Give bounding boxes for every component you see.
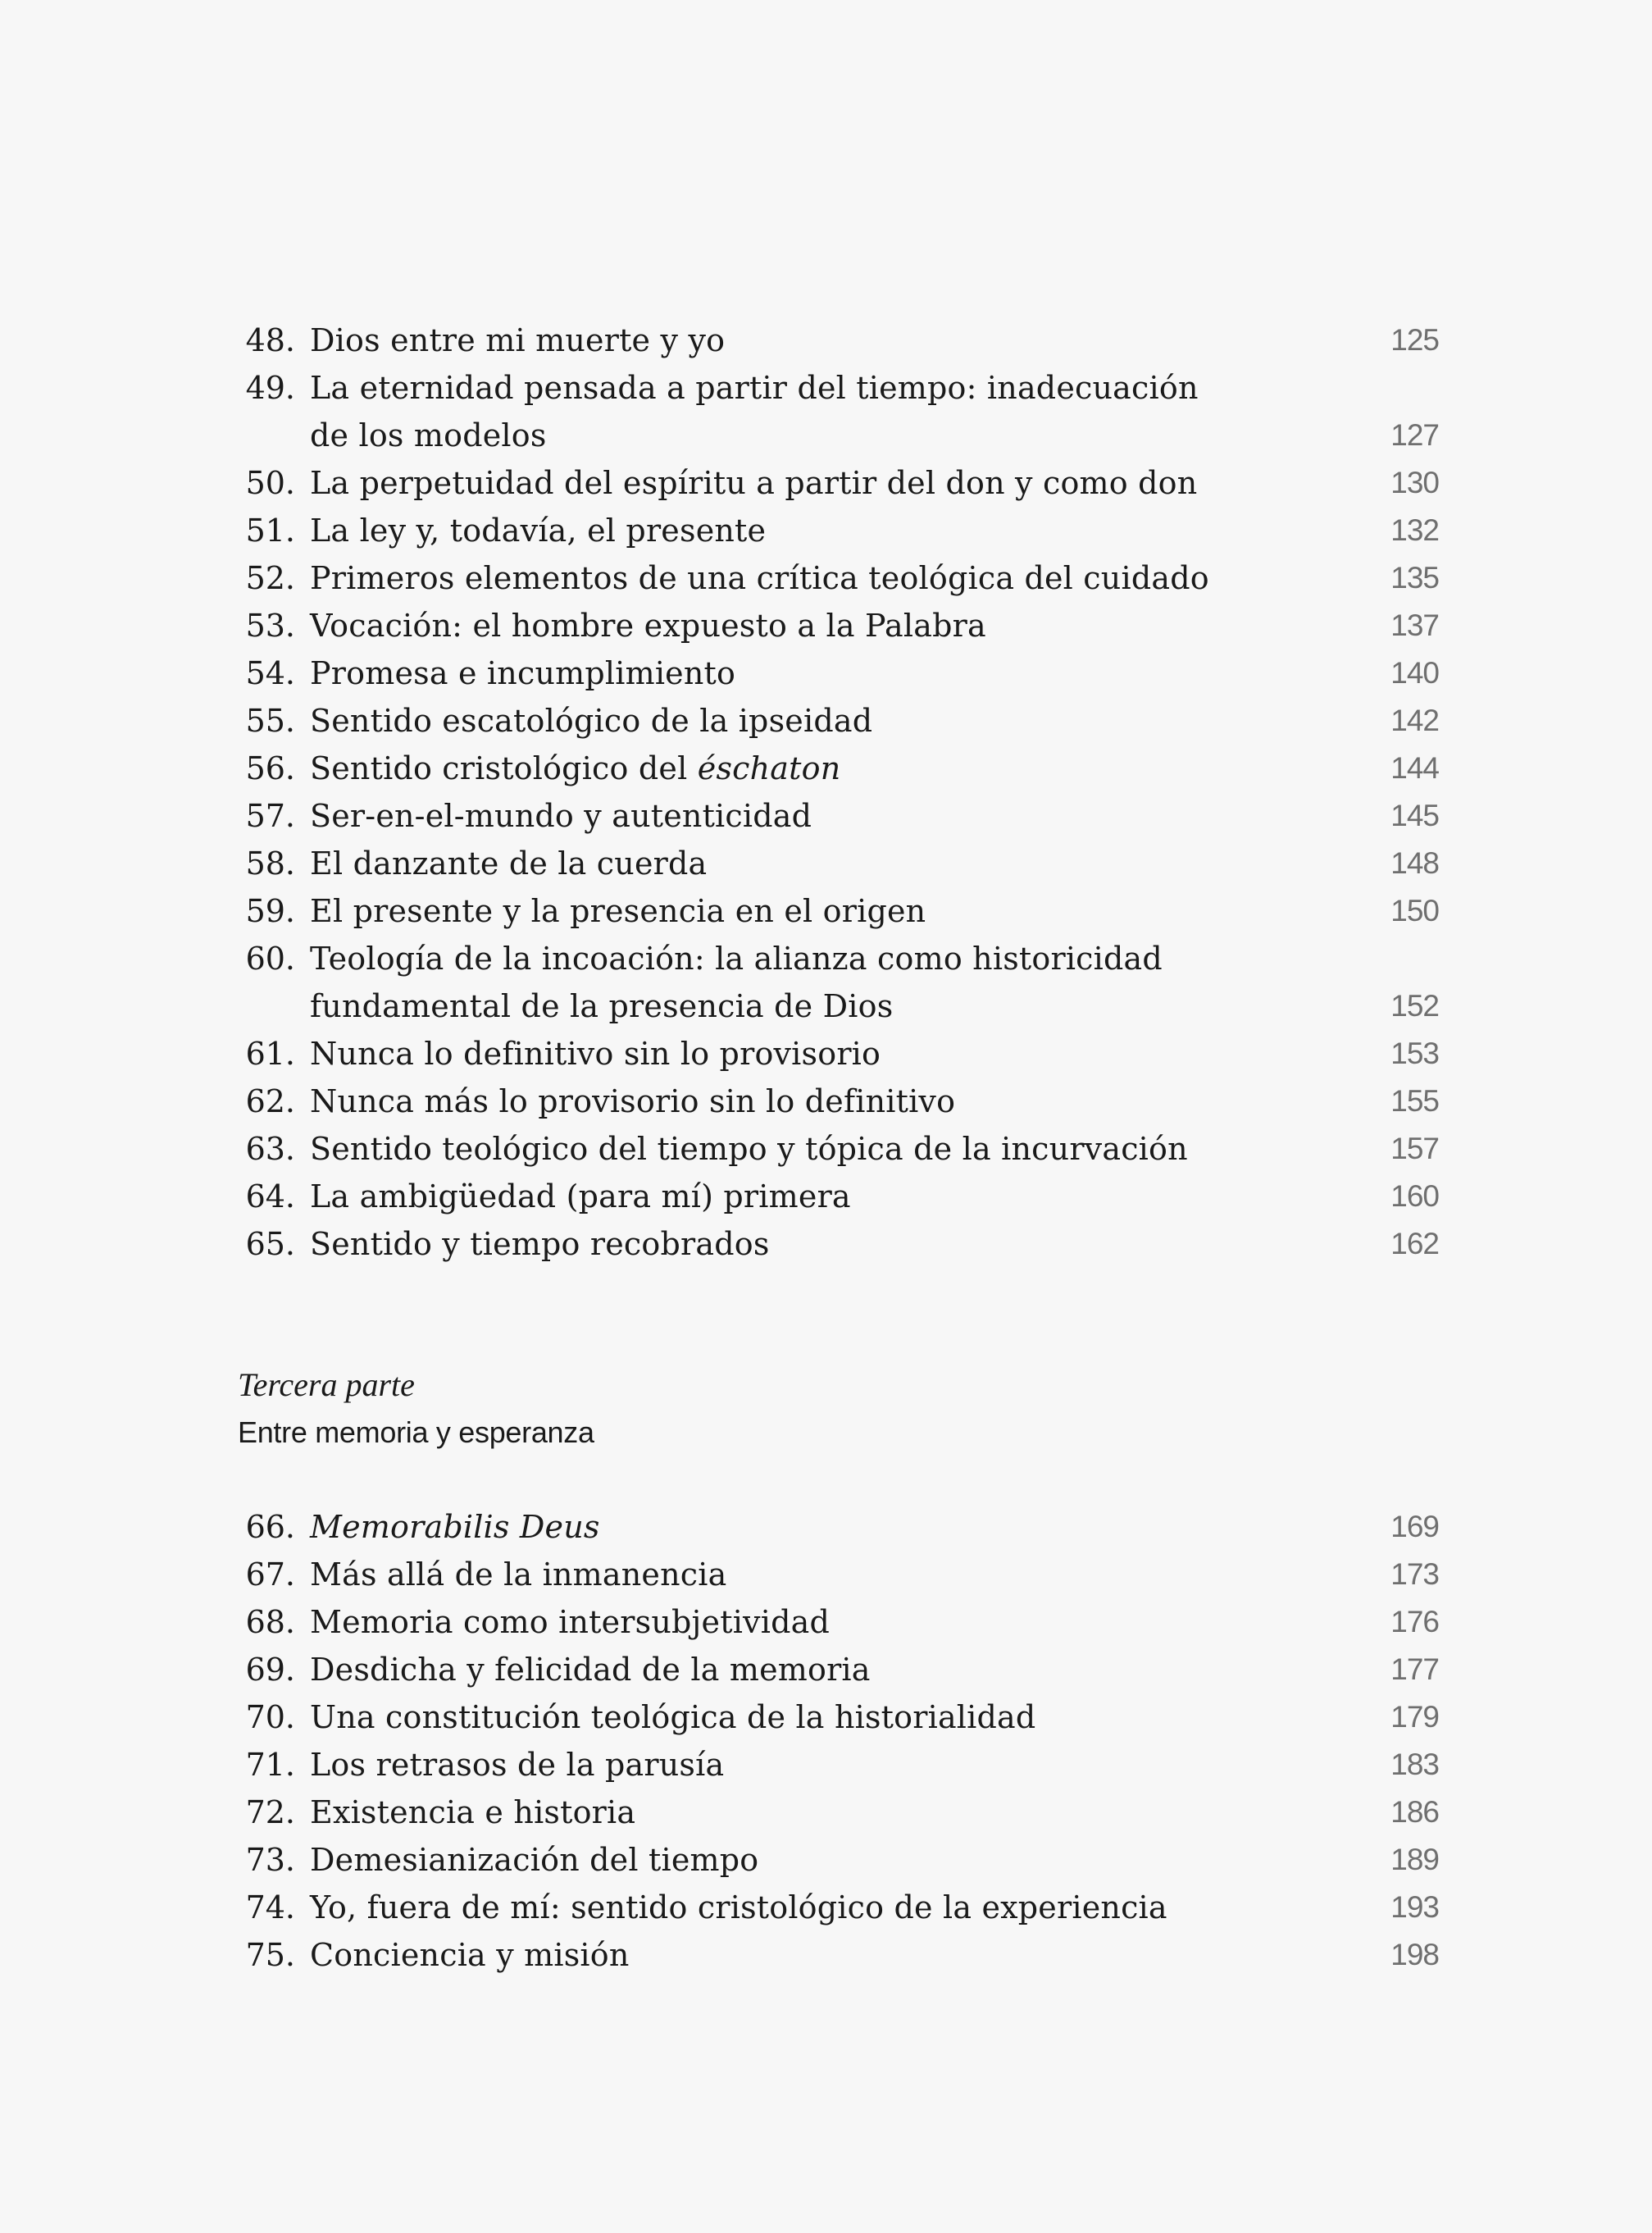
entry-title: Más allá de la inmanencia xyxy=(310,1556,727,1593)
toc-entry-line xyxy=(238,554,1439,602)
toc-entry-line xyxy=(238,364,1439,412)
toc-entry-line xyxy=(238,1125,1439,1173)
entry-page-number: 169 xyxy=(1390,1510,1439,1543)
toc-entry-line xyxy=(238,602,1439,649)
entry-title: Sentido teológico del tiempo y tópica de la incurvación xyxy=(310,1131,1188,1167)
entry-page-number: 132 xyxy=(1390,513,1439,547)
entry-page-number: 140 xyxy=(1390,656,1439,690)
entry-page-number: 186 xyxy=(1390,1795,1439,1829)
toc-entry-line xyxy=(238,1693,1439,1741)
entry-number: 58. xyxy=(245,845,295,882)
entry-page-number: 135 xyxy=(1390,561,1439,595)
entry-title: Dios entre mi muerte y yo xyxy=(310,322,726,358)
toc-entry-line xyxy=(238,507,1439,554)
entry-page-number: 173 xyxy=(1390,1557,1439,1591)
entry-number: 64. xyxy=(245,1178,295,1214)
entry-title: Teología de la incoación: la alianza como historicidad xyxy=(310,941,1163,977)
entry-number: 51. xyxy=(245,513,295,549)
entry-page-number: 155 xyxy=(1390,1084,1439,1118)
entry-title: Sentido y tiempo recobrados xyxy=(310,1226,770,1262)
entry-title xyxy=(310,745,1291,792)
entry-page-number: 157 xyxy=(1390,1132,1439,1165)
entry-title: La ambigüedad (para mí) primera xyxy=(310,1178,851,1214)
entry-title-italic: Memorabilis Deus xyxy=(310,1509,600,1545)
entry-title: Ser-en-el-mundo y autenticidad xyxy=(310,798,812,834)
entry-page-number: 130 xyxy=(1390,466,1439,499)
toc-entry-line xyxy=(238,887,1439,935)
entry-page-number: 179 xyxy=(1390,1700,1439,1734)
entry-number: 59. xyxy=(245,893,295,929)
entry-title xyxy=(310,1503,1291,1551)
entry-page-number: 193 xyxy=(1390,1890,1439,1924)
entry-number: 75. xyxy=(245,1937,295,1973)
entry-page-number: 142 xyxy=(1390,704,1439,737)
entry-page-number: 148 xyxy=(1390,846,1439,880)
entry-number: 71. xyxy=(245,1747,295,1783)
entry-title: El presente y la presencia en el origen xyxy=(310,893,926,929)
toc-entry-line xyxy=(238,1931,1439,1979)
toc-section-part2-tail xyxy=(238,317,1439,1268)
entry-number: 66. xyxy=(245,1509,295,1545)
entry-title: Primeros elementos de una crítica teológica del cuidado xyxy=(310,560,1209,596)
toc-entry-line xyxy=(238,1836,1439,1884)
entry-number: 50. xyxy=(245,465,295,501)
entry-number: 49. xyxy=(245,370,295,406)
toc-entry-line xyxy=(238,1884,1439,1931)
entry-number: 67. xyxy=(245,1556,295,1593)
entry-page-number: 153 xyxy=(1390,1037,1439,1070)
entry-number: 62. xyxy=(245,1083,295,1119)
entry-page-number: 144 xyxy=(1390,751,1439,785)
entry-page-number: 198 xyxy=(1390,1938,1439,1971)
toc-entry-line xyxy=(238,982,1439,1030)
entry-title: Los retrasos de la parusía xyxy=(310,1747,725,1783)
entry-number: 70. xyxy=(245,1699,295,1735)
entry-title-italic: éschaton xyxy=(697,750,841,786)
toc-entry-line xyxy=(238,317,1439,364)
toc-entry-line xyxy=(238,1646,1439,1693)
toc-entry-line xyxy=(238,1598,1439,1646)
entry-title: Sentido escatológico de la ipseidad xyxy=(310,703,873,739)
entry-title: Desdicha y felicidad de la memoria xyxy=(310,1652,871,1688)
entry-title: Nunca más lo provisorio sin lo definitivo xyxy=(310,1083,956,1119)
entry-title: Una constitución teológica de la historialidad xyxy=(310,1699,1036,1735)
toc-entry-line xyxy=(238,1503,1439,1551)
entry-number: 56. xyxy=(245,750,295,786)
entry-page-number: 162 xyxy=(1390,1227,1439,1260)
entry-number: 63. xyxy=(245,1131,295,1167)
toc-entry-line xyxy=(238,792,1439,840)
entry-number: 54. xyxy=(245,655,295,691)
entry-number: 48. xyxy=(245,322,295,358)
entry-page-number: 160 xyxy=(1390,1179,1439,1213)
entry-page-number: 189 xyxy=(1390,1843,1439,1876)
entry-number: 60. xyxy=(245,941,295,977)
entry-title: Yo, fuera de mí: sentido cristológico de la experiencia xyxy=(310,1889,1167,1925)
entry-title: Conciencia y misión xyxy=(310,1937,630,1973)
entry-title: Demesianización del tiempo xyxy=(310,1842,759,1878)
entry-number: 53. xyxy=(245,608,295,644)
entry-page-number: 137 xyxy=(1390,608,1439,642)
entry-page-number: 125 xyxy=(1390,323,1439,357)
entry-title: Existencia e historia xyxy=(310,1794,636,1830)
toc-entry-line xyxy=(238,1741,1439,1789)
toc-entry-line xyxy=(238,1220,1439,1268)
entry-page-number: 176 xyxy=(1390,1605,1439,1638)
entry-title: fundamental de la presencia de Dios xyxy=(310,988,894,1024)
entry-number: 55. xyxy=(245,703,295,739)
entry-number: 69. xyxy=(245,1652,295,1688)
entry-page-number: 183 xyxy=(1390,1748,1439,1781)
entry-title: Nunca lo definitivo sin lo provisorio xyxy=(310,1036,881,1072)
entry-page-number: 145 xyxy=(1390,799,1439,832)
entry-title: de los modelos xyxy=(310,417,547,453)
toc-entry-line xyxy=(238,1030,1439,1078)
entry-number: 65. xyxy=(245,1226,295,1262)
entry-page-number: 150 xyxy=(1390,894,1439,927)
entry-page-number: 177 xyxy=(1390,1652,1439,1686)
toc-entry-line xyxy=(238,697,1439,745)
entry-title: Vocación: el hombre expuesto a la Palabra xyxy=(310,608,986,644)
toc-entry-line xyxy=(238,1078,1439,1125)
toc-entry-line xyxy=(238,1173,1439,1220)
entry-title: Promesa e incumplimiento xyxy=(310,655,736,691)
part-header xyxy=(238,1361,594,1456)
entry-number: 57. xyxy=(245,798,295,834)
entry-title: La perpetuidad del espíritu a partir del don y como don xyxy=(310,465,1198,501)
entry-number: 73. xyxy=(245,1842,295,1878)
entry-number: 74. xyxy=(245,1889,295,1925)
entry-title-prefix: Sentido cristológico del xyxy=(310,750,698,786)
toc-entry-line xyxy=(238,840,1439,887)
toc-entry-line xyxy=(238,1789,1439,1836)
toc-entry-line xyxy=(238,412,1439,459)
entry-number: 72. xyxy=(245,1794,295,1830)
entry-page-number: 152 xyxy=(1390,989,1439,1023)
toc-section-part3 xyxy=(238,1503,1439,1979)
entry-title: La ley y, todavía, el presente xyxy=(310,513,767,549)
toc-entry-line xyxy=(238,745,1439,792)
entry-number: 52. xyxy=(245,560,295,596)
toc-entry-line xyxy=(238,459,1439,507)
entry-number: 68. xyxy=(245,1604,295,1640)
toc-entry-line xyxy=(238,935,1439,982)
entry-title: La eternidad pensada a partir del tiempo: inadecuación xyxy=(310,370,1199,406)
toc-entry-line xyxy=(238,1551,1439,1598)
entry-page-number: 127 xyxy=(1390,418,1439,452)
part-kicker: Tercera parte xyxy=(238,1366,415,1403)
entry-number: 61. xyxy=(245,1036,295,1072)
entry-title: El danzante de la cuerda xyxy=(310,845,708,882)
entry-title: Memoria como intersubjetividad xyxy=(310,1604,830,1640)
toc-entry-line xyxy=(238,649,1439,697)
part-title: Entre memoria y esperanza xyxy=(238,1415,594,1449)
